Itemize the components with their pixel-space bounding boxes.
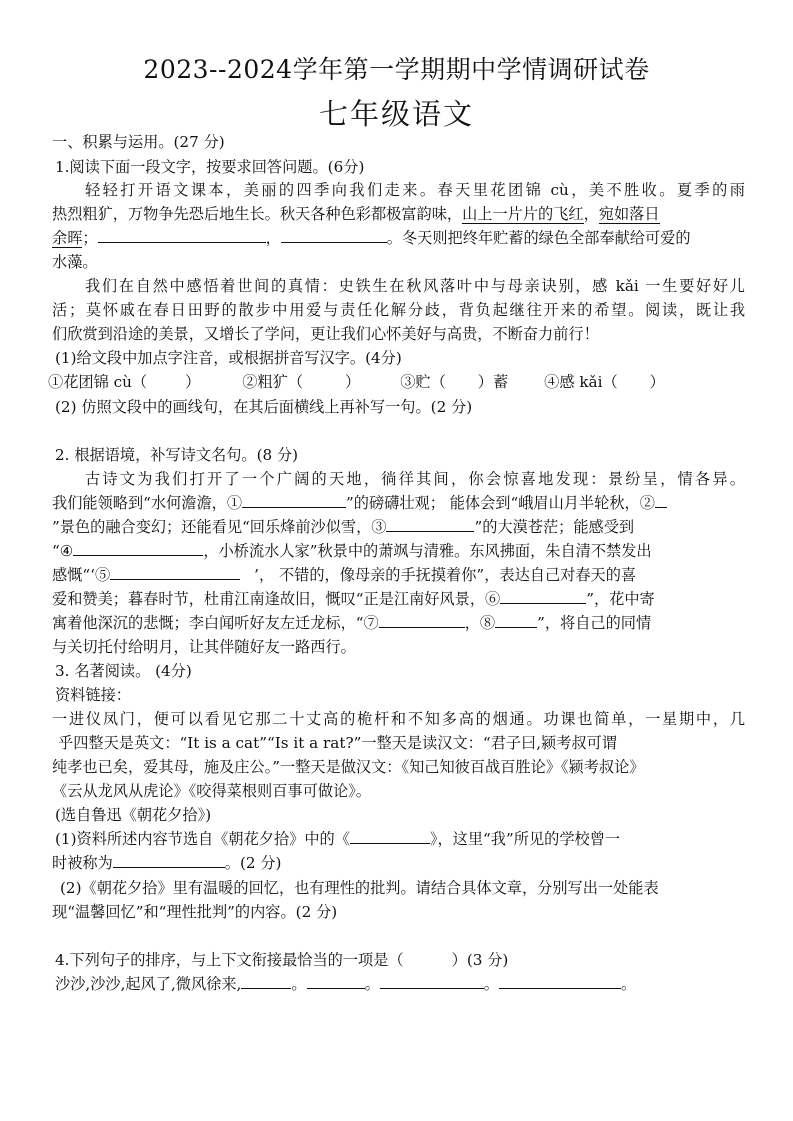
- answer-blank-4[interactable]: [73, 540, 203, 556]
- underlined-sentence-1: 山上一片片的飞红: [462, 205, 584, 223]
- q1-sub2: (2) 仿照文段中的画线句，在其后面横线上再补写一句。(2 分): [55, 398, 473, 416]
- answer-blank-imitate-2[interactable]: [281, 227, 387, 243]
- q2-line6-text-b: ”，花中寄: [586, 590, 655, 608]
- q1-para1-line2-text: 热烈粗犷，万物争先恐后地生长。秋天各种色彩都极富韵味，: [52, 205, 463, 223]
- q3-passage-line1: 一进仪凤门，便可以看见它那二十丈高的桅杆和不知多高的烟通。功课也简单，一星期中，几: [52, 710, 745, 728]
- q2-line5-text-a: 感慨“‘⑤: [52, 566, 111, 584]
- answer-blank-q4-1[interactable]: [241, 973, 291, 989]
- option-2: ②粗犷（: [242, 373, 303, 391]
- q2-line4-text-b: ，小桥流水人家”秋景中的萧飒与清雅。东风拂面，朱自清不禁发出: [203, 542, 652, 560]
- period: 。: [483, 975, 499, 993]
- answer-blank-5[interactable]: [110, 564, 240, 580]
- q1-sub1-options: [48, 370, 665, 394]
- q3-sub2-line1: (2)《朝花夕拾》里有温暖的回忆，也有理性的批判。请结合具体文章，分别写出一处能表: [60, 879, 659, 897]
- q2-line7-text-a: “⑦: [355, 614, 379, 632]
- q4-stem: [55, 948, 508, 972]
- q4-stem-text-b: ）(3 分): [451, 951, 509, 969]
- q3-sub1-text-b: 》，这里“我”所见的学校曾一: [429, 830, 621, 848]
- q3-passage-line3: 纯孝也已矣，爱其母，施及庄公。”一整天是做汉文：《知己知彼百战百胜论》《颍考叔论》: [52, 758, 645, 776]
- q3-sub1-line2: [52, 851, 281, 875]
- q2-line2: [52, 491, 667, 515]
- q2-line5-text-b: ’， 不错的，像母亲的手抚摸着你”，表达自己对春天的喜: [254, 566, 637, 584]
- q2-line5: [52, 563, 636, 587]
- q3-sub1-line1: [55, 827, 620, 851]
- exam-subtitle: 七年级语文: [318, 97, 474, 131]
- q3-passage-line2: 乎四整天是英文：“It is a cat”“Is it a rat?”一整天是读汉文：“君子曰,颍考叔可谓: [58, 734, 617, 752]
- paren-close: ）: [649, 373, 665, 391]
- option-4: ④感 kǎi（: [544, 373, 618, 391]
- q3-stem: 3. 名著阅读。 (4分): [55, 662, 192, 680]
- section-heading: 一、积累与运用。(27 分): [52, 133, 225, 151]
- q2-line7-text-c: ”，将自己的同情: [537, 614, 652, 632]
- option-1: ①花团锦 cù（: [48, 373, 148, 391]
- q2-line6-text-a: 爱和赞美；暮春时节，杜甫江南逢故旧，慨叹“正是江南好风景，⑥: [52, 590, 501, 608]
- answer-blank-8[interactable]: [495, 612, 537, 628]
- answer-blank-school-name[interactable]: [113, 852, 225, 868]
- q1-para1-line3: [52, 226, 691, 250]
- q2-line8: 与关切托付给明月，让其伴随好友一路西行。: [52, 638, 356, 656]
- paren-close: ）: [185, 373, 201, 391]
- q1-para1-line2: [52, 202, 660, 226]
- answer-blank-q4-3[interactable]: [380, 973, 484, 989]
- comma: ，: [583, 205, 599, 223]
- q3-sub1-text-c: 时被称为: [52, 854, 113, 872]
- q1-para2-line1: 我们在自然中感悟着世间的真情：史铁生在秋风落叶中与母亲诀别，感 kǎi 一生要好好儿: [85, 277, 745, 295]
- q3-sub2-line2: 现“温馨回忆”和“理性批判”的内容。(2 分): [52, 903, 338, 921]
- answer-blank-q4-4[interactable]: [499, 973, 621, 989]
- comma: ，: [265, 229, 281, 247]
- q2-line3-text-a: ”景色的融合变幻；还能看见“回乐烽前沙似雪，③: [52, 518, 387, 536]
- q2-line2-text-b: ”的磅礴壮观； 能体会到“峨眉山月半轮秋，②: [346, 494, 655, 512]
- q1-para1-line3-text: 。冬天则把终年贮蓄的绿色全部奉献给可爱的: [386, 229, 691, 247]
- underlined-sentence-3: 余晖: [52, 229, 83, 247]
- q2-line3: [52, 515, 634, 539]
- answer-blank-imitate-1[interactable]: [98, 227, 266, 243]
- q2-line2-text-a: 我们能领略到“水何澹澹，①: [52, 494, 243, 512]
- q3-passage-line4: 《云从龙风从虎论》《咬得菜根则百事可做论》。: [52, 782, 371, 800]
- q2-line4-text-a: “④: [52, 542, 74, 560]
- answer-blank-6[interactable]: [500, 588, 586, 604]
- period: 。: [291, 975, 307, 993]
- q4-line1-text: 沙沙,沙沙,起风了,微风徐来,: [55, 975, 242, 993]
- answer-blank-1[interactable]: [242, 492, 346, 508]
- q1-stem: 1.阅读下面一段文字，按要求回答问题。(6分): [55, 158, 365, 176]
- q3-source: (选自鲁迅《朝花夕拾》): [55, 806, 212, 824]
- q3-link-label: 资料链接：: [55, 686, 131, 704]
- q2-line7: [52, 611, 651, 635]
- semicolon: ；: [82, 229, 98, 247]
- answer-blank-q4-2[interactable]: [307, 973, 365, 989]
- q1-sub1: (1)给文段中加点字注音，或根据拼音写汉字。(4分): [55, 349, 402, 367]
- q2-line1: 古诗文为我们打开了一个广阔的天地，徜徉其间，你会惊喜地发现：景纷呈，情各异。: [85, 470, 745, 488]
- period: 。: [620, 975, 637, 993]
- period: 。: [364, 975, 380, 993]
- q1-para1-line1: 轻轻打开语文课本，美丽的四季向我们走来。春天里花团锦 cù，美不胜收。夏季的雨: [85, 181, 745, 199]
- q2-line7-text: 寓着他深沉的悲慨；李白闻听好友左迁龙标，: [52, 614, 356, 632]
- option-3: ③贮（: [400, 373, 446, 391]
- q4-line1: [55, 972, 636, 996]
- q3-sub1-text-a: (1)资料所述内容节选自《朝花夕拾》中的《: [55, 830, 350, 848]
- exam-title: 2023--2024学年第一学期期中学情调研试卷: [143, 55, 650, 84]
- answer-blank-7[interactable]: [379, 612, 465, 628]
- q2-line3-text-b: ”的大漠苍茫；能感受到: [474, 518, 635, 536]
- q3-sub1-text-d: 。(2 分): [224, 854, 282, 872]
- answer-blank-3[interactable]: [386, 516, 474, 532]
- q2-line4: [52, 539, 652, 563]
- q1-para2-line2: 活；莫怀戚在春日田野的散步中用爱与责任化解分歧，背负起继往开来的希望。阅读，既让我: [52, 301, 745, 319]
- q1-para1-line4: 水藻。: [52, 253, 98, 271]
- q2-stem: 2. 根据语境，补写诗文名句。(8 分): [55, 446, 299, 464]
- q1-para2-line3: 们欣赏到沿途的美景，又增长了学问，更让我们心怀美好与高贵，不断奋力前行！: [52, 325, 599, 343]
- answer-blank-2[interactable]: [655, 492, 667, 508]
- q2-line7-text-b: ，⑧: [464, 614, 496, 632]
- q4-stem-text: 4.下列句子的排序，与上下文衔接最恰当的一项是（: [55, 951, 404, 969]
- q2-line6: [52, 587, 655, 611]
- underlined-sentence-2: 宛如落日: [598, 205, 660, 223]
- option-3-suffix: ）蓄: [477, 373, 509, 391]
- answer-blank-chapter[interactable]: [350, 828, 430, 844]
- paren-close: ）: [345, 373, 361, 391]
